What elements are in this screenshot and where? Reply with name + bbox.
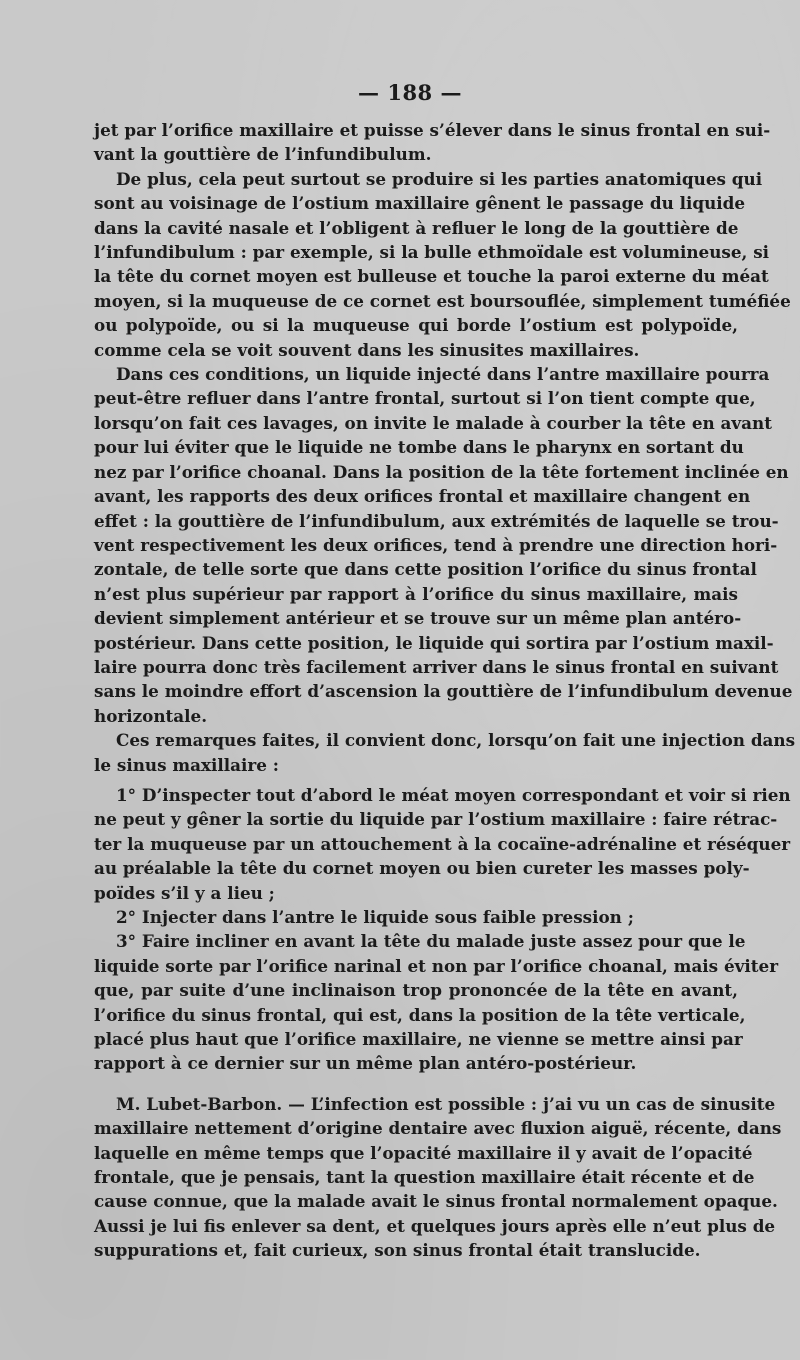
text-line: avant, les rapports des deux orifices frontal et maxillaire changent en [94, 486, 751, 507]
text-line: 1° D’inspecter tout d’abord le méat moyen correspondant et voir si rien [116, 784, 791, 805]
text-line: postérieur. Dans cette position, le liquide qui sortira par l’ostium maxil- [94, 632, 774, 653]
text-line: sont au voisinage de l’ostium maxillaire gênent le passage du liquide [94, 193, 746, 214]
text-line: ne peut y gêner la sortie du liquide par l’ostium maxillaire : faire rétrac- [94, 809, 778, 830]
text-line: maxillaire nettement d’origine dentaire avec fluxion aiguë, récente, dans [94, 1118, 782, 1139]
text-line: ou polypoïde, ou si la muqueuse qui borde l’ostium est polypoïde, [94, 315, 738, 336]
text-line: jet par l’orifice maxillaire et puisse s’élever dans le sinus frontal en sui- [94, 120, 771, 140]
paragraph-spacer [94, 1076, 738, 1092]
text-line: placé plus haut que l’orifice maxillaire, ne vienne se mettre ainsi par [94, 1029, 743, 1050]
text-line: horizontale. [94, 705, 208, 726]
text-line: l’infundibulum : par exemple, si la bulle ethmoïdale est volumineuse, si [94, 242, 770, 263]
text-line: peut-être refluer dans l’antre frontal, surtout si l’on tient compte que, [94, 388, 756, 409]
text-line: zontale, de telle sorte que dans cette position l’orifice du sinus frontal [94, 559, 757, 580]
text-line: frontale, que je pensais, tant la question maxillaire était récente et de [94, 1167, 755, 1188]
discussion-paragraph [94, 1092, 782, 1263]
text-line: suppurations et, fait curieux, son sinus frontal était translucide. [94, 1240, 701, 1261]
text-line: la tête du cornet moyen est bulleuse et touche la paroi externe du méat [94, 266, 769, 287]
text-line: liquide sorte par l’orifice narinal et non par l’orifice choanal, mais éviter [94, 955, 779, 976]
page-number: — 188 — [358, 80, 462, 105]
list-item-2 [94, 905, 738, 929]
text-line: sans le moindre effort d’ascension la gouttière de l’infundibulum devenue [94, 681, 793, 702]
text-line: laire pourra donc très facilement arriver dans le sinus frontal en suivant [94, 656, 779, 677]
paragraph-2 [94, 167, 791, 362]
text-line: rapport à ce dernier sur un même plan antéro-postérieur. [94, 1053, 637, 1074]
text-line: Ces remarques faites, il convient donc, lorsqu’on fait une injection dans [116, 730, 796, 751]
text-line: devient simplement antérieur et se trouve sur un même plan antéro- [94, 608, 742, 629]
text-line: dans la cavité nasale et l’obligent à refluer le long de la gouttière de [94, 217, 739, 238]
text-line: De plus, cela peut surtout se produire si les parties anatomiques qui [116, 168, 763, 189]
text-line: laquelle en même temps que l’opacité maxillaire il y avait de l’opacité [94, 1142, 753, 1163]
text-line: comme cela se voit souvent dans les sinusites maxillaires. [94, 339, 640, 360]
list-item-3 [94, 929, 779, 1075]
body-text [94, 118, 796, 1263]
text-line: le sinus maxillaire : [94, 754, 279, 775]
text-line: nez par l’orifice choanal. Dans la position de la tête fortement inclinée en [94, 461, 789, 482]
paragraph-1 [94, 118, 771, 167]
text-line: lorsqu’on fait ces lavages, on invite le malade à courber la tête en avant [94, 412, 772, 433]
text-line: cause connue, que la malade avait le sinus frontal normalement opaque. [94, 1191, 778, 1212]
text-line: l’orifice du sinus frontal, qui est, dans la position de la tête verticale, [94, 1004, 746, 1025]
text-line: ter la muqueuse par un attouchement à la cocaïne-adrénaline et réséquer [94, 833, 791, 854]
text-line: vant la gouttière de l’infundibulum. [94, 144, 432, 165]
text-line: Dans ces conditions, un liquide injecté dans l’antre maxillaire pourra [116, 364, 770, 385]
text-line: au préalable la tête du cornet moyen ou bien cureter les masses poly- [94, 858, 750, 879]
text-line: pour lui éviter que le liquide ne tombe dans le pharynx en sortant du [94, 437, 744, 458]
text-line: que, par suite d’une inclinaison trop prononcée de la tête en avant, [94, 980, 738, 1001]
text-line: 3° Faire incliner en avant la tête du malade juste assez pour que le [116, 931, 746, 952]
text-line: poïdes s’il y a lieu ; [94, 882, 275, 903]
paragraph-3 [94, 362, 793, 728]
text-line: effet : la gouttière de l’infundibulum, aux extrémités de laquelle se trou- [94, 510, 779, 531]
text-line: moyen, si la muqueuse de ce cornet est boursouflée, simplement tuméfiée [94, 290, 791, 311]
text-line: M. Lubet-Barbon. — L’infection est possible : j’ai vu un cas de sinusite [116, 1093, 776, 1114]
text-line: 2° Injecter dans l’antre le liquide sous faible pression ; [116, 907, 634, 927]
list-item-1 [94, 783, 791, 905]
text-line: vent respectivement les deux orifices, tend à prendre une direction hori- [94, 534, 778, 555]
paragraph-4 [94, 728, 796, 777]
text-line: n’est plus supérieur par rapport à l’orifice du sinus maxillaire, mais [94, 583, 738, 604]
text-line: Aussi je lui fis enlever sa dent, et quelques jours après elle n’eut plus de [94, 1215, 776, 1236]
